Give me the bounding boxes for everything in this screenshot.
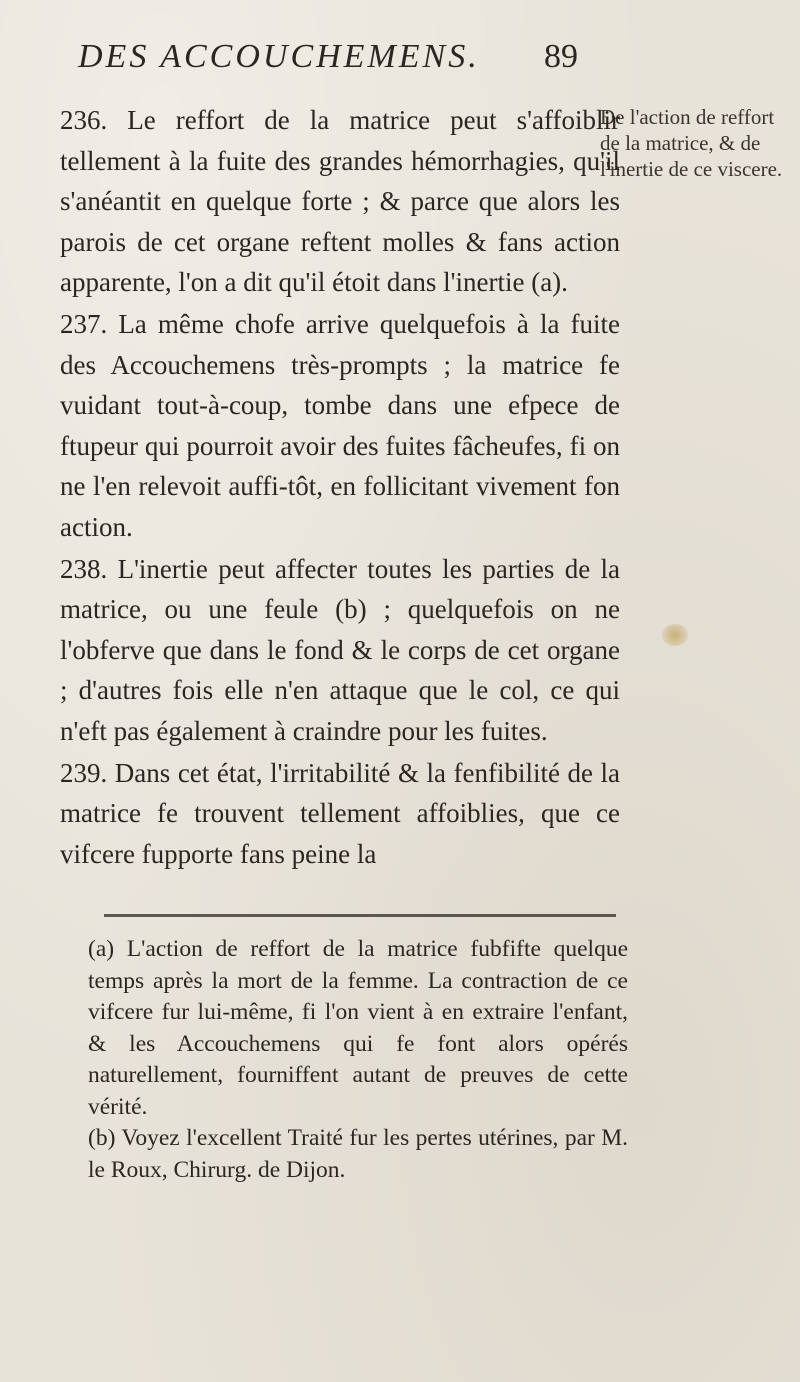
page-header	[78, 38, 638, 98]
running-title: DES ACCOUCHEMENS.	[78, 38, 480, 75]
paragraph-236	[60, 100, 620, 303]
footnote-text: Voyez l'excellent Traité fur les pertes utérines, par M. le Roux, Chirurg. de Dijon.	[88, 1125, 628, 1183]
footnote-mark: (a)	[88, 936, 115, 962]
main-text	[60, 100, 620, 874]
paper-stain	[662, 624, 688, 646]
page-number: 89	[544, 38, 578, 75]
paragraph-text: Le reffort de la matrice peut s'affoiblir tellement à la fuite des grandes hémorrhagies, qu'il s'anéantit en quelque forte ; & parce que alors les parois de cet organe reftent molles & fans action apparente, l'on a dit qu'il étoit dans l'inertie (a).	[60, 105, 621, 298]
paragraph-number: 236.	[60, 105, 108, 135]
paragraph-text: La même chofe arrive quelquefois à la fuite des Accouchemens très-prompts ; la matrice fe vuidant tout-à-coup, tombe dans une efpece de ftupeur qui pourroit avoir des fuites fâcheufes, fi on ne l'en relevoit auffi-tôt, en follicitant vivement fon action.	[60, 308, 620, 542]
paragraph-text: Dans cet état, l'irritabilité & la fenfibilité de la matrice fe trouvent tellement affoiblies, que ce vifcere fupporte fans peine la	[60, 757, 621, 869]
paragraph-number: 239.	[60, 757, 108, 788]
margin-note: De l'action de reffort de la matrice, & de l'inertie de ce viscere.	[600, 105, 783, 181]
paragraph-237	[60, 304, 620, 548]
footnote-text: L'action de reffort de la matrice fubfifte quelque temps après la mort de la femme. La contraction de ce vifcere fur lui-même, fi l'on vient à en extraire l'enfant, & les Accouchemens qui fe font alors opérés naturellement, fourniffent autant de preuves de cette vérité.	[88, 936, 629, 1120]
paragraph-number: 237.	[60, 308, 108, 339]
paragraph-number: 238.	[60, 553, 108, 584]
footnote-b	[88, 1123, 628, 1186]
footnote-rule	[104, 914, 616, 917]
footnote-a	[88, 934, 628, 1123]
paragraph-text: L'inertie peut affecter toutes les parties de la matrice, ou une feule (b) ; quelquefois on ne l'obferve que dans le fond & le corps de cet organe ; d'autres fois elle n'en attaque que le col, ce qui n'eft pas également à craindre pour les fuites.	[60, 553, 621, 746]
footnote-mark: (b)	[88, 1125, 116, 1151]
paragraph-238	[60, 549, 620, 752]
paragraph-239	[60, 753, 620, 875]
footnotes	[88, 934, 628, 1186]
